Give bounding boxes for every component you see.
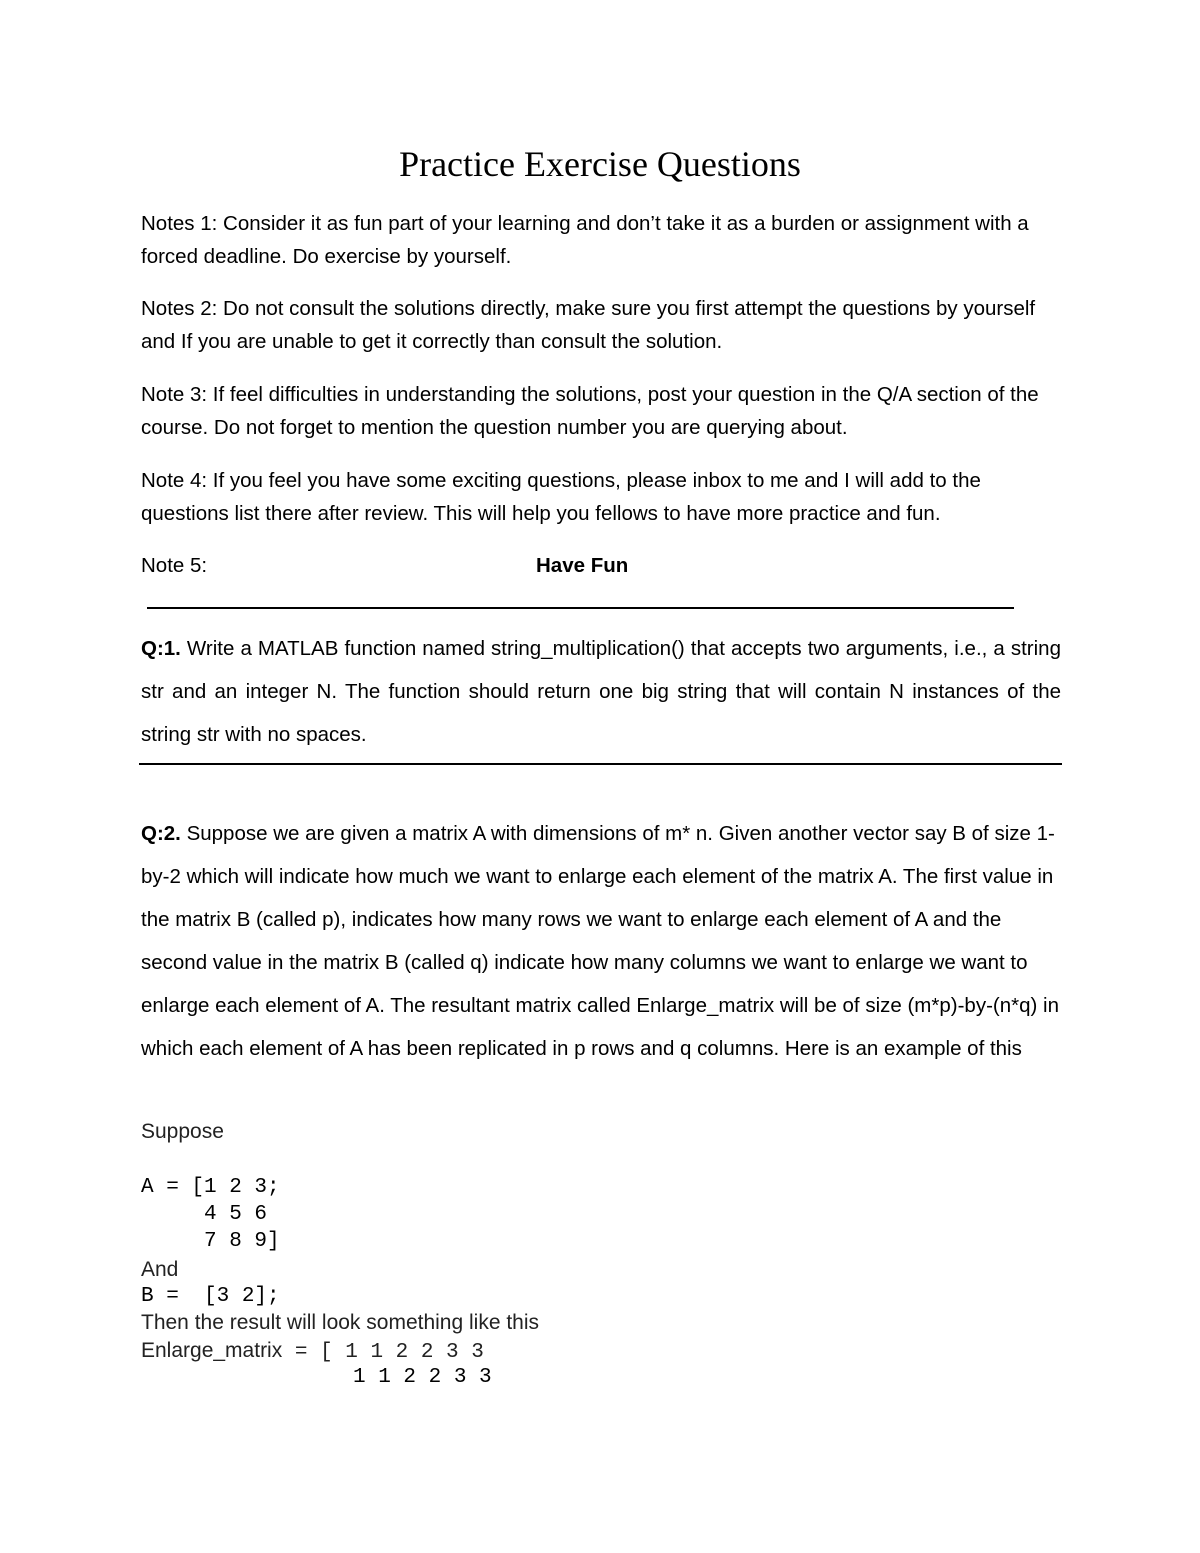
note-4 xyxy=(141,464,1061,530)
note-4-text: If you feel you have some exciting questions, please inbox to me and I will add to the questions list there after review. This will help you fellows to have more practice and fun. xyxy=(141,469,981,525)
question-1 xyxy=(141,627,1061,756)
note-1-label: Notes 1: xyxy=(141,212,218,235)
question-2 xyxy=(141,812,1061,1070)
enlarge-matrix-name: Enlarge_matrix xyxy=(141,1339,283,1362)
divider-top xyxy=(147,607,1014,609)
question-1-label: Q:1. xyxy=(141,637,181,660)
note-3-text: If feel difficulties in understanding the solutions, post your question in the Q/A section of the course. Do not forget to mention the question number you are querying about. xyxy=(141,383,1039,439)
note-1 xyxy=(141,207,1061,273)
note-3-label: Note 3: xyxy=(141,383,208,406)
example-and: And xyxy=(141,1258,179,1281)
note-2-label: Notes 2: xyxy=(141,297,218,320)
example-enlarge-label xyxy=(141,1339,484,1364)
note-2 xyxy=(141,292,1061,358)
page-title: Practice Exercise Questions xyxy=(399,144,801,184)
note-4-label: Note 4: xyxy=(141,469,208,492)
enlarge-matrix-row-1: = [ 1 1 2 2 3 3 xyxy=(282,1341,484,1364)
example-matrix-a-line-1: A = [1 2 3; xyxy=(141,1176,280,1199)
example-then: Then the result will look something like this xyxy=(141,1311,540,1334)
divider-bottom xyxy=(139,763,1062,765)
example-matrix-a-line-2: 4 5 6 xyxy=(141,1203,268,1226)
note-2-text: Do not consult the solutions directly, make sure you first attempt the questions by yourself and If you are unable to get it correctly than consult the solution. xyxy=(141,297,1036,353)
note-3 xyxy=(141,378,1061,444)
note-5-have-fun: Have Fun xyxy=(536,554,629,577)
example-suppose: Suppose xyxy=(141,1120,224,1143)
note-5-label: Note 5: xyxy=(141,554,208,577)
example-matrix-b: B = [3 2]; xyxy=(141,1285,280,1308)
example-matrix-a-line-3: 7 8 9] xyxy=(141,1230,280,1253)
question-2-label: Q:2. xyxy=(141,822,181,845)
enlarge-matrix-row-2: 1 1 2 2 3 3 xyxy=(353,1366,492,1389)
note-1-text: Consider it as fun part of your learning and don’t take it as a burden or assignment with a forced deadline. Do exercise by yourself. xyxy=(141,212,1029,268)
question-2-text: Suppose we are given a matrix A with dimensions of m* n. Given another vector say B of size 1-by-2 which will indicate how much we want to enlarge each element of the matrix A. The first value in the matrix B (called p), indicates how many rows we want to enlarge each element of A and the second value in the matrix B (called q) indicate how many columns we want to enlarge we want to enlarge each element of A. The resultant matrix called Enlarge_matrix will be of size (m*p)-by-(n*q) in which each element of A has been replicated in p rows and q columns. Here is an example of this xyxy=(141,822,1059,1060)
question-1-text: Write a MATLAB function named string_multiplication() that accepts two arguments, i.e., a string str and an integer N. The function should return one big string that will contain N instances of the string str with no spaces. xyxy=(141,637,1061,746)
